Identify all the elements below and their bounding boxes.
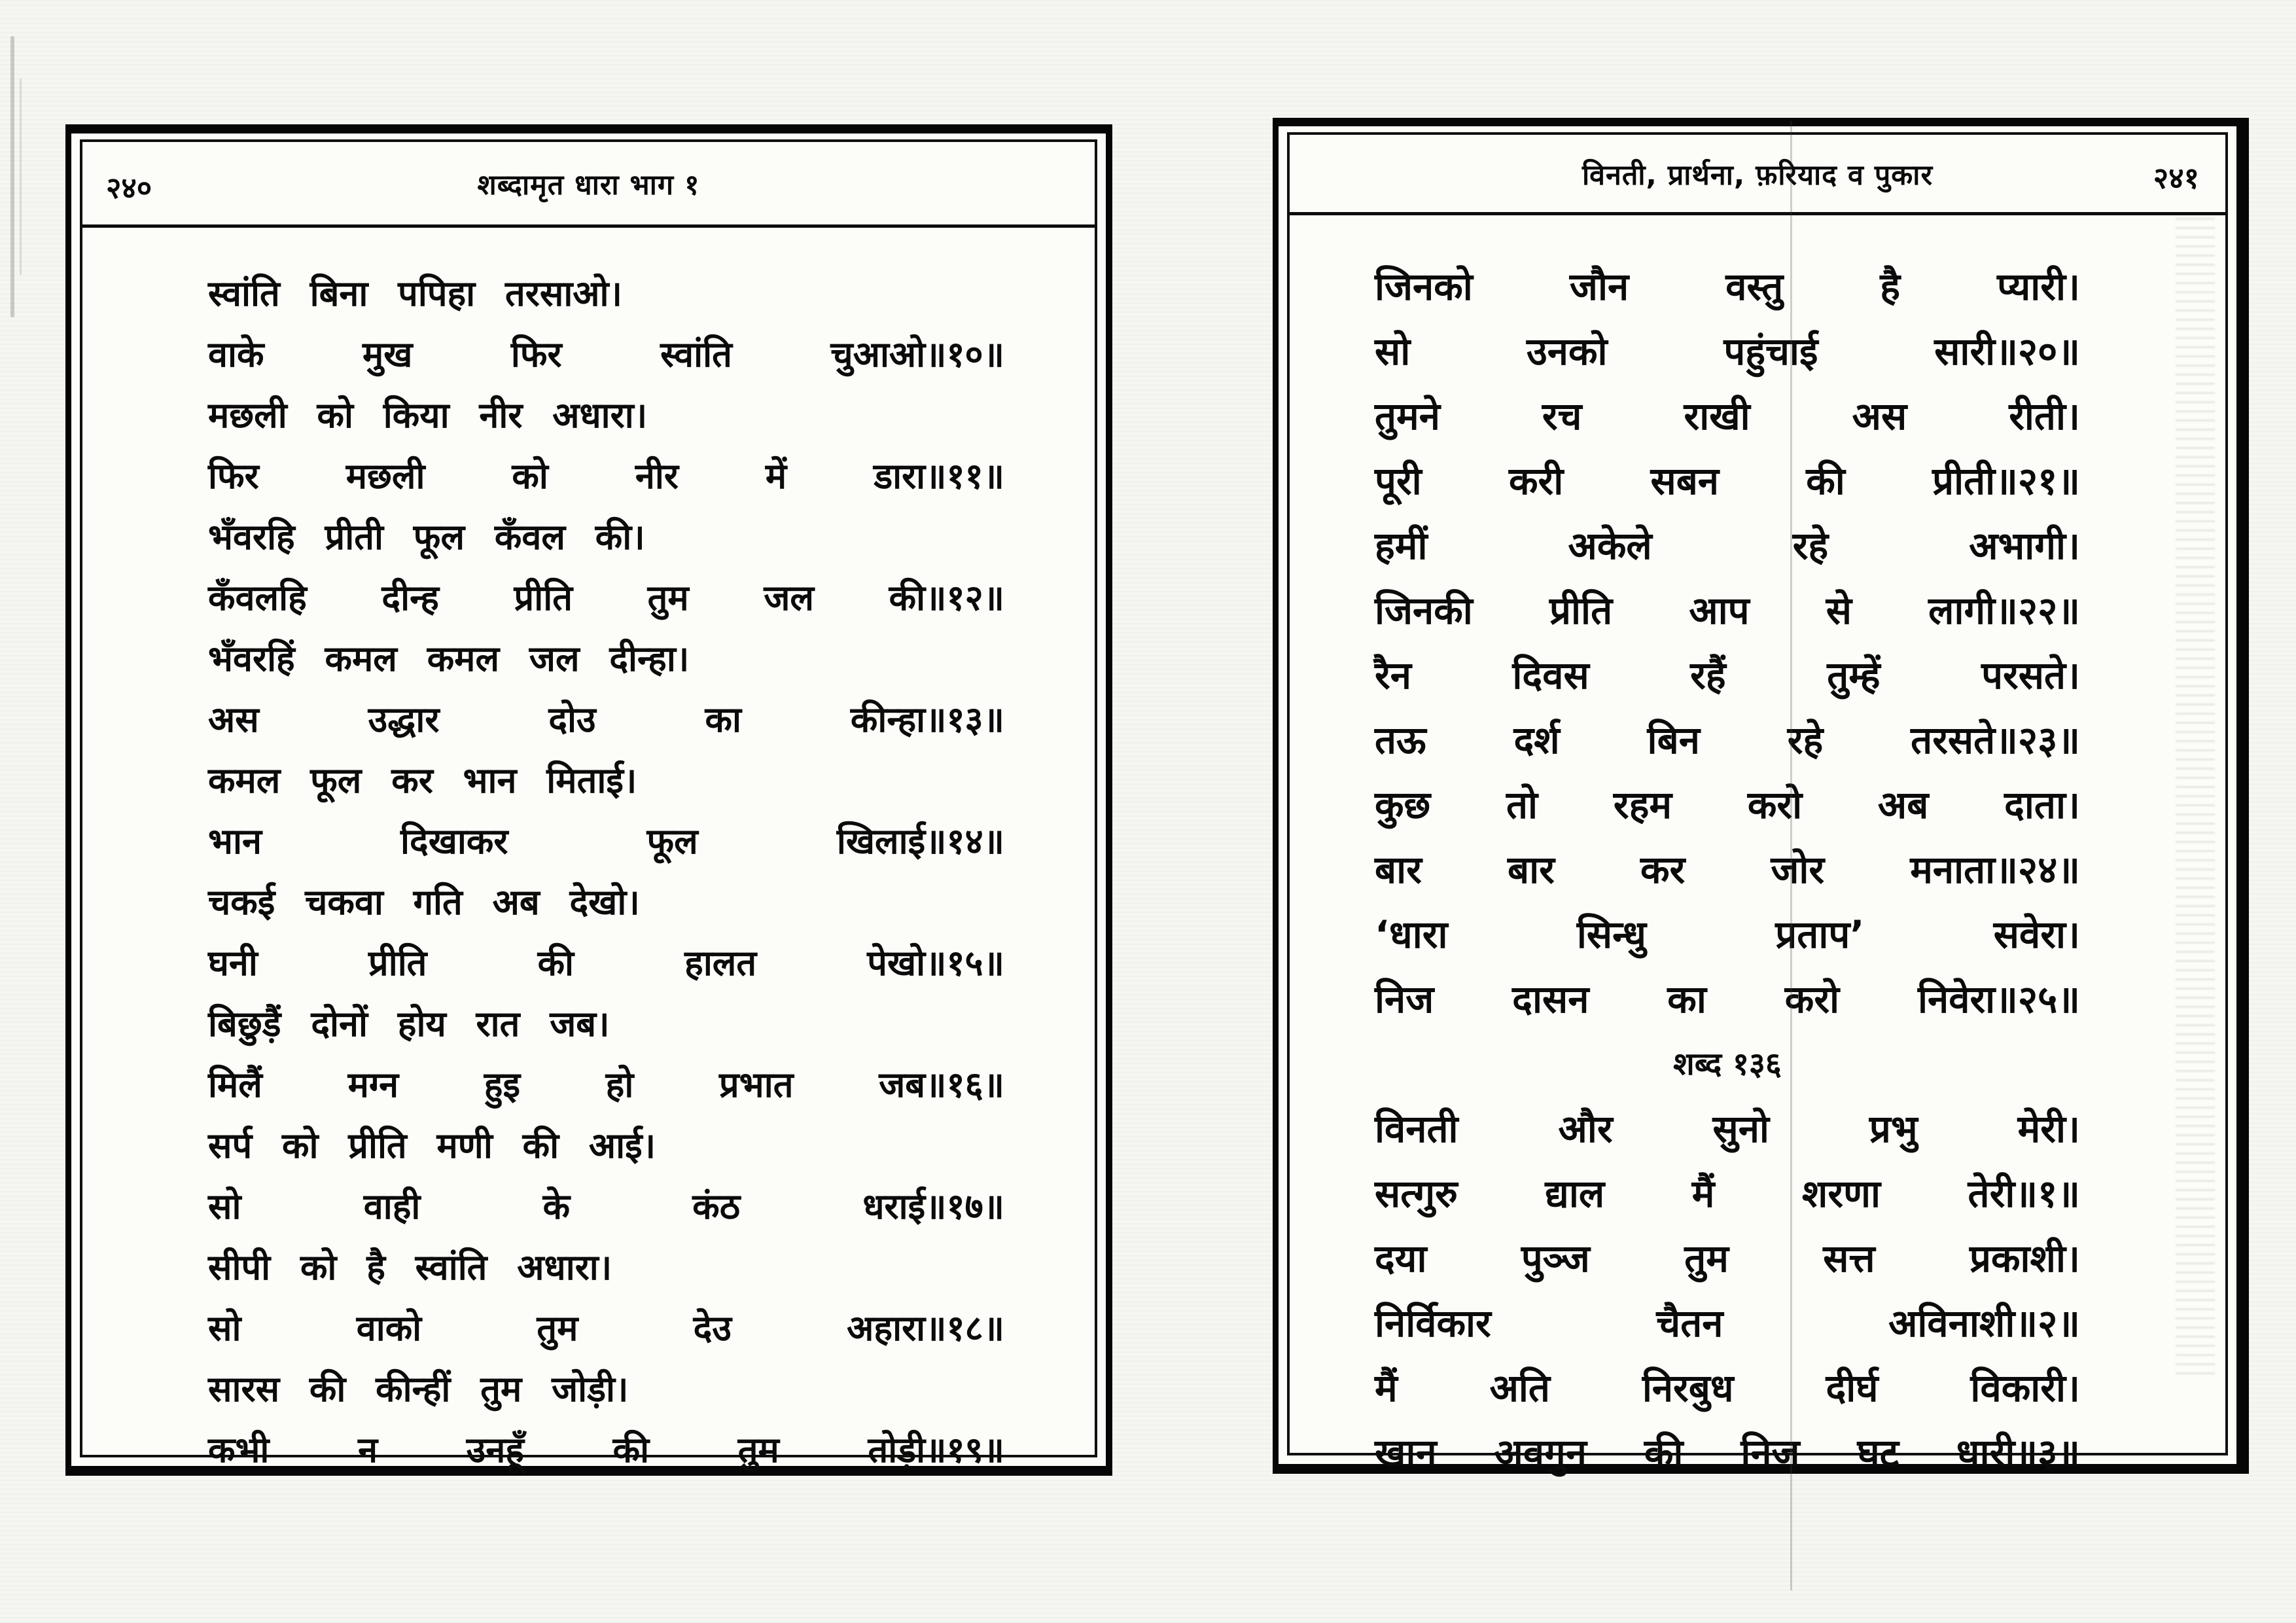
left-page-verses [82, 228, 1095, 1480]
verse-line: सीपी को है स्वांति अधारा। [208, 1247, 612, 1288]
verse-line: दया पुञ्ज तुम सत्त प्रकाशी। [1375, 1236, 2080, 1281]
verse-line: पूरी करी सबन की प्रीती॥२१॥ [1375, 459, 2080, 503]
scan-artifact [20, 79, 22, 275]
right-page-header [1290, 135, 2225, 215]
verse-line: तऊ दर्श बिन रहे तरसते॥२३॥ [1375, 718, 2080, 762]
verse-line: तुमने रच राखी अस रीती। [1375, 394, 2080, 438]
verse-line: जिनकी प्रीति आप से लागी॥२२॥ [1375, 588, 2080, 633]
verse-line: भँवरहि प्रीती फूल कँवल की। [208, 516, 645, 558]
right-page-body [1290, 215, 2225, 1486]
right-page-verses-bottom [1375, 1097, 2080, 1486]
verse-line: मैं अति निरबुध दीर्घ विकारी। [1375, 1366, 2080, 1410]
verse-line: सारस की कीन्हीं तुम जोड़ी। [208, 1368, 629, 1410]
verse-line: सो वाको तुम देउ अहारा॥१८॥ [208, 1308, 1004, 1349]
verse-line: मछली को किया नीर अधारा। [208, 395, 648, 436]
verse-line: भँवरहिं कमल कमल जल दीन्हा। [208, 638, 690, 679]
right-page-verses-top [1375, 255, 2080, 1032]
left-page [65, 124, 1112, 1476]
verse-line: अस उद्धार दोउ का कीन्हा॥१३॥ [208, 699, 1004, 740]
verse-line: मिलैं मग्न हुइ हो प्रभात जब॥१६॥ [208, 1064, 1004, 1105]
verse-line: हमीं अकेले रहे अभागी। [1375, 524, 2080, 568]
verse-line: घनी प्रीति की हालत पेखो॥१५॥ [208, 942, 1004, 984]
verse-line: बिछुड़ैं दोनों होय रात जब। [208, 1003, 610, 1044]
scan-fold-line [1790, 121, 1792, 1590]
verse-line: सत्गुरु द्याल मैं शरणा तेरी॥१॥ [1375, 1171, 2080, 1216]
verse-line: फिर मछली को नीर में डारा॥११॥ [208, 455, 1004, 497]
verse-line: सो वाही के कंठ धराई॥१७॥ [208, 1186, 1004, 1227]
verse-line: कभी न उनहूँ की तुम तोड़ी॥१९॥ [208, 1429, 1004, 1471]
verse-line: कुछ तो रहम करो अब दाता। [1375, 783, 2080, 827]
right-page-title: विनती, प्रार्थना, फ़रियाद व पुकार [1581, 158, 1934, 192]
scan-edge-noise [2176, 213, 2215, 1374]
right-page-inner-border [1287, 132, 2228, 1475]
left-page-number: २४० [106, 170, 152, 205]
verse-line: सर्प को प्रीति मणी की आई। [208, 1125, 656, 1166]
left-page-header [82, 142, 1095, 228]
verse-line: सो उनको पहुंचाई सारी॥२०॥ [1375, 329, 2080, 374]
verse-line: चकई चकवा गति अब देखो। [208, 882, 640, 923]
verse-line: खान अवगुन की निज घट धारी॥३॥ [1375, 1431, 2080, 1475]
verse-line: रैन दिवस रहैं तुम्हें परसते। [1375, 653, 2080, 698]
verse-line: स्वांति बिना पपिहा तरसाओ। [208, 273, 623, 314]
right-page [1273, 118, 2249, 1474]
left-page-inner-border [80, 139, 1097, 1471]
right-page-number: २४१ [2153, 160, 2199, 196]
scan-artifact [10, 36, 14, 317]
verse-line: कँवलहि दीन्ह प्रीति तुम जल की॥१२॥ [208, 577, 1004, 618]
verse-line: कमल फूल कर भान मिताई। [208, 760, 637, 801]
verse-line: बार बार कर जोर मनाता॥२४॥ [1375, 847, 2080, 892]
shabd-section-heading: शब्द १३६ [1673, 1046, 1782, 1082]
left-page-title: शब्दामृत धारा भाग १ [477, 168, 700, 202]
verse-line: ‘धारा सिन्धु प्रताप’ सवेरा। [1375, 912, 2080, 957]
verse-line: निज दासन का करो निवेरा॥२५॥ [1375, 977, 2080, 1022]
verse-line: निर्विकार चैतन अविनाशी॥२॥ [1375, 1301, 2080, 1346]
verse-line: जिनको जौन वस्तु है प्यारी। [1375, 264, 2080, 309]
verse-line: विनती और सुनो प्रभु मेरी। [1375, 1107, 2080, 1151]
verse-line: भान दिखाकर फूल खिलाई॥१४॥ [208, 821, 1004, 862]
verse-line: वाके मुख फिर स्वांति चुआओ॥१०॥ [208, 334, 1004, 375]
